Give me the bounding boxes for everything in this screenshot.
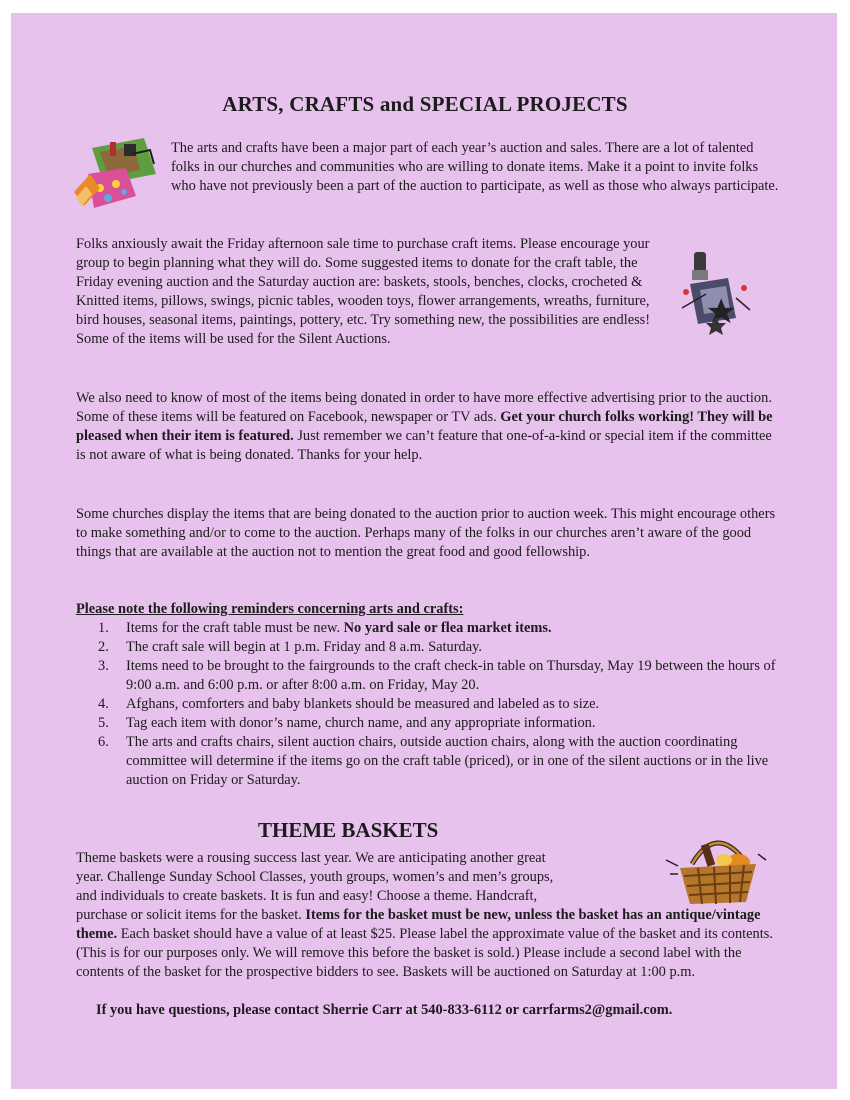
list-number: 4. [98, 696, 109, 712]
crafts-clipart-icon [70, 134, 162, 214]
theme-line-1: Theme baskets were a rousing success last year. We are anticipating another great [76, 850, 546, 866]
list-item-emphasis: No yard sale or flea market items. [343, 620, 552, 636]
list-item [76, 695, 776, 714]
list-item [76, 657, 776, 695]
list-item [76, 619, 776, 638]
theme-text: purchase or solicit items for the basket. [76, 907, 306, 923]
list-item-text: The arts and crafts chairs, silent auction chairs, outside auction chairs, along with the auction coordinating committee will determine if the items go on the craft table (priced), or in one of the silent auctions or in the live auction on Friday or Saturday. [126, 734, 769, 788]
art-supplies-clipart-icon [676, 248, 756, 336]
theme-line-3: and individuals to create baskets. It is fun and easy! Choose a theme. Handcraft, [76, 888, 538, 904]
list-number: 1. [98, 620, 109, 636]
list-number: 2. [98, 639, 109, 655]
page-title: ARTS, CRAFTS and SPECIAL PROJECTS [222, 92, 628, 116]
list-number: 6. [98, 734, 109, 750]
display-items-paragraph: Some churches display the items that are being donated to the auction prior to auction week. This might encourage others to make something and/or to come to the auction. Perhaps many of the folks in our churches aren’t aware of the good things that are available at the auction not to mention the great food and good fellowship. [76, 506, 776, 560]
advertising-text-end: Just remember we can’t feature that one-of-a-kind or special item if the committee is not aware of what is being donated. Thanks for your help. [76, 428, 772, 463]
list-item [76, 733, 776, 790]
theme-baskets-paragraph [76, 906, 784, 982]
theme-line-2: year. Challenge Sunday School Classes, youth groups, women’s and men’s groups, [76, 869, 554, 885]
list-item-text: Items need to be brought to the fairgrounds to the craft check-in table on Thursday, May 19 between the hours of 9:00 a.m. and 6:00 p.m. or after 8:00 a.m. on Friday, May 20. [126, 658, 776, 693]
contact-line: If you have questions, please contact Sherrie Carr at 540-833-6112 or carrfarms2@gmail.com. [96, 1002, 673, 1018]
advertising-emphasis: Get your church folks working! They will be pleased when their item is featured. [76, 409, 773, 444]
list-item-text: Tag each item with donor’s name, church name, and any appropriate information. [126, 715, 596, 731]
picnic-basket-clipart-icon [664, 830, 768, 906]
intro-paragraph: The arts and crafts have been a major part of each year’s auction and sales. There are a lot of talented folks in our churches and communities who are willing to donate items. Make it a point to invite folks who have not previously been a part of the auction to participate, as well as those who always participate. [171, 140, 779, 194]
theme-text-end: Each basket should have a value of at least $25. Please label the approximate value of the basket and its contents. (This is for our purposes only. We will remove this before the basket is sold.) Please include a second label with the contents of the basket for the prospective bidders to see. Baskets will be auctioned on Saturday at 1:00 p.m. [76, 926, 773, 980]
list-item-text: Items for the craft table must be new. [126, 620, 344, 636]
list-item [76, 638, 776, 657]
list-item-text: Afghans, comforters and baby blankets should be measured and labeled as to size. [126, 696, 600, 712]
theme-emphasis: Items for the basket must be new, unless the basket has an antique/vintage theme. [76, 907, 761, 942]
list-item-text: The craft sale will begin at 1 p.m. Friday and 8 a.m. Saturday. [126, 639, 482, 655]
theme-baskets-title: THEME BASKETS [258, 818, 439, 842]
suggested-items-paragraph: Folks anxiously await the Friday afternoon sale time to purchase craft items. Please encourage your group to begin planning what they will do. Some suggested items to donate for the craft table, the Friday evening auction and the Saturday auction are: baskets, stools, benches, clocks, crocheted & Knitted items, pillows, swings, picnic tables, wooden toys, flower arrangements, wreaths, furniture, bird houses, seasonal items, paintings, pottery, etc. Try something new, the possibilities are endless! Some of the items will be used for the Silent Auctions. [76, 236, 651, 347]
reminders-list [76, 619, 776, 790]
advertising-text: We also need to know of most of the items being donated in order to have more effective advertising prior to the auction. Some of these items will be featured on Facebook, newspaper or TV ads. [76, 390, 772, 425]
list-number: 3. [98, 658, 109, 674]
list-number: 5. [98, 715, 109, 731]
reminders-heading: Please note the following reminders concerning arts and crafts: [76, 601, 464, 617]
advertising-paragraph [76, 389, 784, 465]
list-item [76, 714, 776, 733]
